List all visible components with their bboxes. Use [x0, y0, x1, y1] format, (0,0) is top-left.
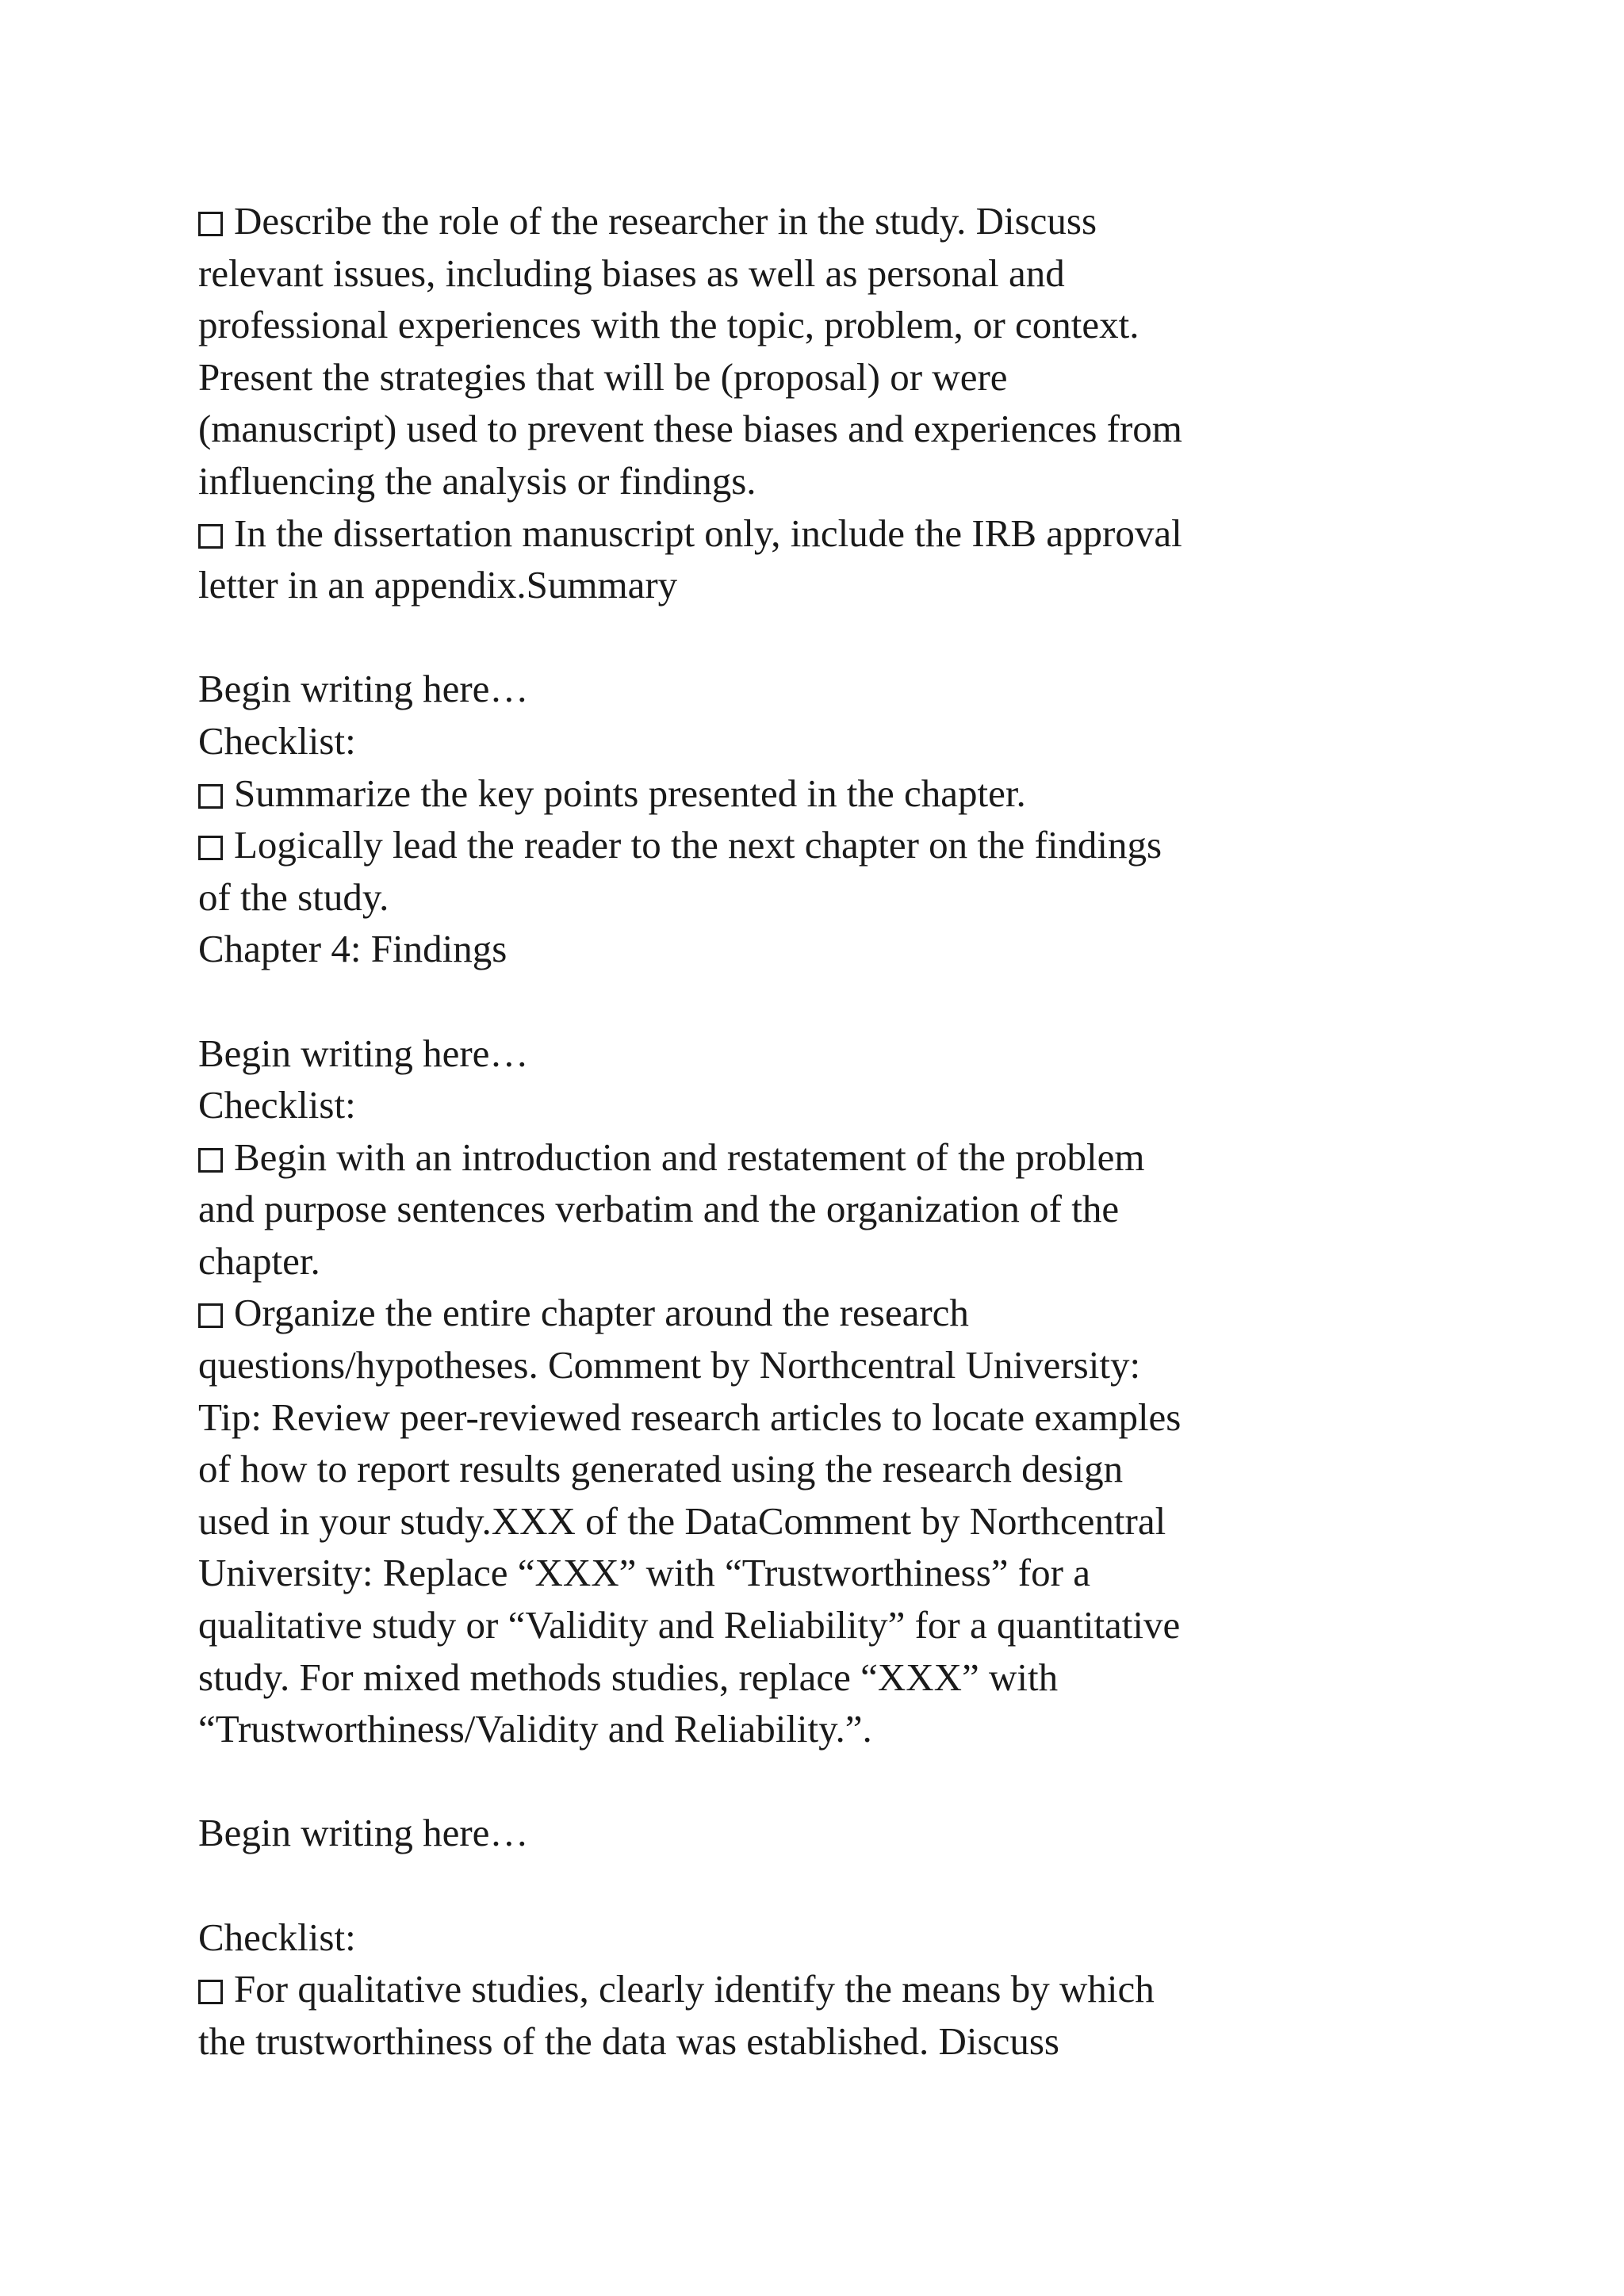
- line-text: professional experiences with the topic, problem, or context.: [198, 303, 1139, 347]
- line-text: Begin writing here…: [198, 667, 529, 711]
- line-text: For qualitative studies, clearly identify the means by which: [234, 1967, 1155, 2011]
- checkbox-icon: [198, 524, 223, 549]
- line-text: and purpose sentences verbatim and the organization of the: [198, 1187, 1120, 1231]
- text-line: [198, 351, 1435, 404]
- blank-line: [198, 1859, 1435, 1911]
- text-line: [198, 1079, 1435, 1131]
- text-line: [198, 1807, 1435, 1859]
- checkbox-icon: [198, 212, 223, 236]
- text-line: [198, 1599, 1435, 1651]
- line-text: “Trustworthiness/Validity and Reliability.”.: [198, 1707, 872, 1751]
- text-line: [198, 299, 1435, 351]
- line-text: used in your study.XXX of the DataComment by Northcentral: [198, 1498, 1166, 1543]
- text-line: [198, 715, 1435, 767]
- checkbox-icon: [198, 1980, 223, 2004]
- text-line: [198, 1027, 1435, 1080]
- text-line: [198, 1443, 1435, 1495]
- line-text: Checklist:: [198, 718, 356, 763]
- text-line: [198, 767, 1435, 820]
- line-text: Checklist:: [198, 1083, 356, 1127]
- text-line: [198, 247, 1435, 300]
- text-line: [198, 195, 1435, 247]
- text-line: [198, 1391, 1435, 1444]
- document-body: [198, 195, 1435, 2067]
- text-line: [198, 455, 1435, 507]
- line-text: Logically lead the reader to the next chapter on the findings: [234, 823, 1162, 867]
- text-line: [198, 1651, 1435, 1704]
- line-text: chapter.: [198, 1238, 320, 1283]
- text-line: [198, 1339, 1435, 1391]
- line-text: of how to report results generated using the research design: [198, 1447, 1124, 1491]
- text-line: [198, 663, 1435, 715]
- line-text: Chapter 4: Findings: [198, 927, 508, 971]
- text-line: [198, 507, 1435, 560]
- line-text: study. For mixed methods studies, replace “XXX” with: [198, 1655, 1059, 1699]
- checkbox-icon: [198, 1303, 223, 1328]
- text-line: [198, 1911, 1435, 1964]
- line-text: qualitative study or “Validity and Reliability” for a quantitative: [198, 1603, 1181, 1647]
- text-line: [198, 871, 1435, 924]
- line-text: (manuscript) used to prevent these biases and experiences from: [198, 407, 1182, 451]
- blank-line: [198, 975, 1435, 1027]
- line-text: Begin with an introduction and restatement of the problem: [234, 1135, 1145, 1179]
- line-text: Begin writing here…: [198, 1031, 529, 1075]
- text-line: [198, 1547, 1435, 1599]
- line-text: of the study.: [198, 874, 389, 919]
- text-line: [198, 2015, 1435, 2068]
- line-text: Summarize the key points presented in the chapter.: [234, 771, 1026, 815]
- text-line: [198, 923, 1435, 975]
- text-line: [198, 1287, 1435, 1339]
- line-text: Checklist:: [198, 1915, 356, 1959]
- line-text: Organize the entire chapter around the research: [234, 1291, 969, 1335]
- line-text: Describe the role of the researcher in the study. Discuss: [234, 199, 1097, 243]
- line-text: letter in an appendix.Summary: [198, 563, 678, 607]
- line-text: the trustworthiness of the data was established. Discuss: [198, 2019, 1059, 2063]
- checkbox-icon: [198, 784, 223, 809]
- line-text: Tip: Review peer-reviewed research articles to locate examples: [198, 1395, 1182, 1439]
- text-line: [198, 1495, 1435, 1548]
- text-line: [198, 819, 1435, 871]
- checkbox-icon: [198, 836, 223, 860]
- text-line: [198, 1235, 1435, 1288]
- line-text: University: Replace “XXX” with “Trustworthiness” for a: [198, 1551, 1090, 1595]
- text-line: [198, 1963, 1435, 2015]
- line-text: influencing the analysis or findings.: [198, 458, 756, 503]
- text-line: [198, 403, 1435, 455]
- text-line: [198, 1131, 1435, 1184]
- line-text: relevant issues, including biases as well as personal and: [198, 251, 1065, 295]
- blank-line: [198, 1755, 1435, 1808]
- blank-line: [198, 611, 1435, 664]
- line-text: Begin writing here…: [198, 1811, 529, 1855]
- text-line: [198, 1183, 1435, 1235]
- text-line: [198, 1703, 1435, 1755]
- line-text: In the dissertation manuscript only, include the IRB approval: [234, 511, 1182, 555]
- checkbox-icon: [198, 1148, 223, 1173]
- text-line: [198, 559, 1435, 611]
- line-text: questions/hypotheses. Comment by Northcentral University:: [198, 1343, 1141, 1387]
- line-text: Present the strategies that will be (proposal) or were: [198, 354, 1008, 399]
